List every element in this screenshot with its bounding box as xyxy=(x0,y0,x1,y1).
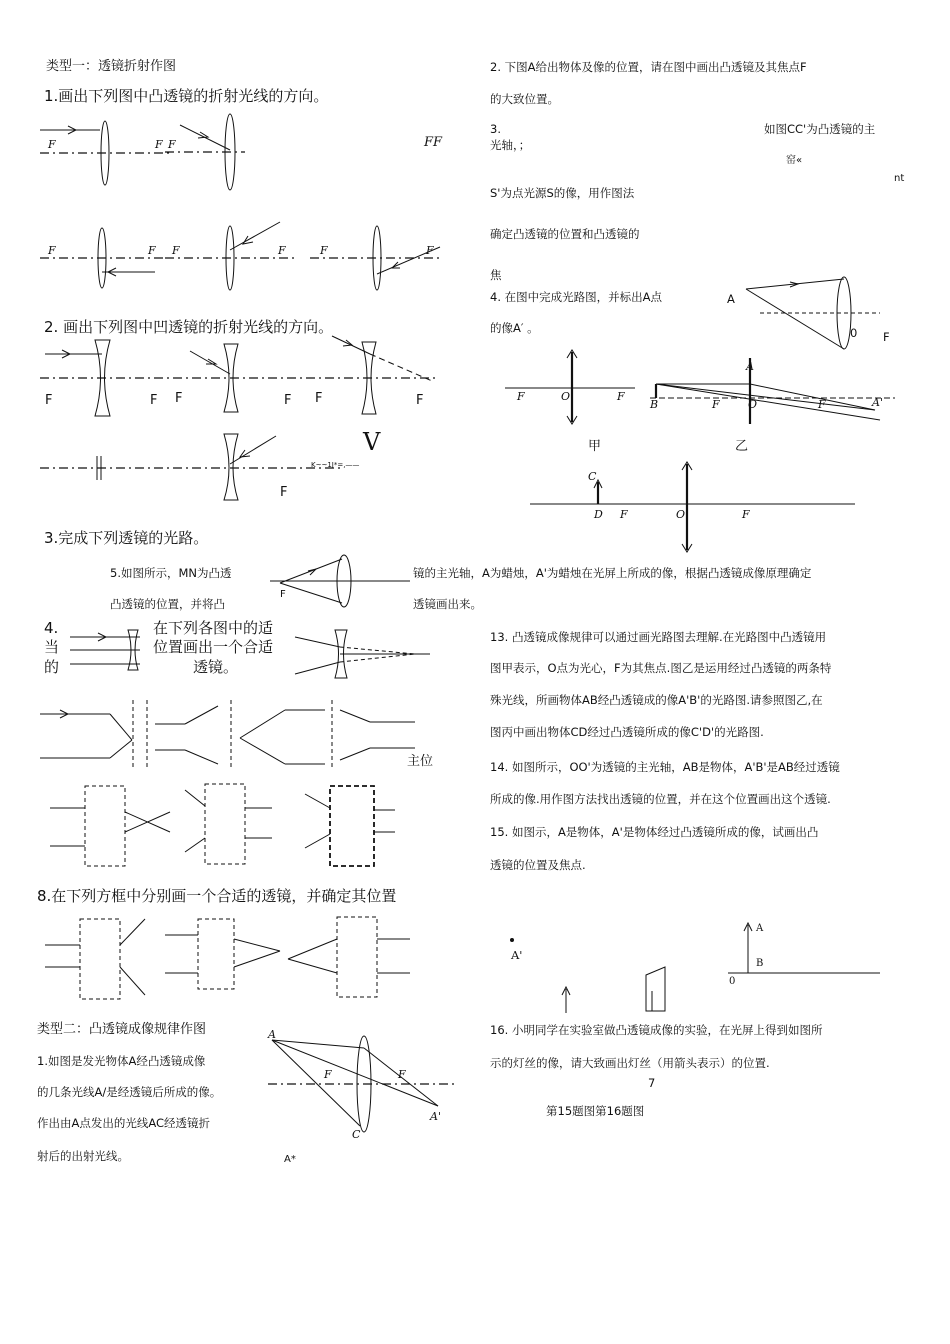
q14-label-b: B xyxy=(756,958,764,969)
svg-text:F: F xyxy=(280,485,288,500)
figure-caption: 第15题图第16题图 xyxy=(546,1104,645,1118)
q5-lens-figure xyxy=(270,555,420,615)
svg-text:F: F xyxy=(398,1068,406,1081)
svg-text:F: F xyxy=(617,390,625,403)
question-5-line1b: 镜的主光轴，A为蜡烛，A'为蜡烛在光屏上所成的像，根据凸透镜成像原理确定 xyxy=(413,566,812,580)
r-q4-label-a: A xyxy=(727,292,735,306)
svg-text:F: F xyxy=(517,390,525,403)
svg-text:F: F xyxy=(150,393,158,408)
r-q4-label-f: F xyxy=(883,330,890,344)
noise-text: K~~1J*=,—— xyxy=(311,461,360,469)
r-question-3-nt: nt xyxy=(894,173,905,184)
q1-figure-bottom xyxy=(40,222,460,302)
r-question-13-line1: 13. 凸透镜成像规律可以通过画光路图去理解.在光路图中凸透镜用 xyxy=(490,630,827,644)
fig-jia-label: 甲 xyxy=(588,439,602,454)
svg-text:A': A' xyxy=(872,396,883,409)
question-8-text: 8.在下列方框中分别画一个合适的透镜，并确定其位置 xyxy=(37,887,397,905)
type2-ray-diagram xyxy=(268,1028,468,1142)
svg-text:O: O xyxy=(561,390,571,403)
svg-text:C: C xyxy=(352,1128,361,1141)
r-q4-lens-figure xyxy=(740,275,890,355)
svg-text:F: F xyxy=(155,138,163,151)
svg-text:B: B xyxy=(650,398,659,411)
svg-text:F: F xyxy=(168,138,176,151)
r-question-3-num: 3. xyxy=(490,122,501,136)
r-question-3-line2: 光轴，； xyxy=(490,138,531,152)
svg-text:F: F xyxy=(742,508,750,521)
fig-jia-diagram xyxy=(505,350,645,425)
svg-text:F: F xyxy=(324,1068,332,1081)
svg-text:F: F xyxy=(284,393,292,408)
svg-text:F: F xyxy=(175,391,183,406)
type2-q1-line1: 1.如图是发光物体A经凸透镜成像 xyxy=(37,1054,206,1068)
v-label: V xyxy=(363,428,381,456)
q14-label-o: 0 xyxy=(729,976,736,987)
page-number: 7 xyxy=(648,1076,656,1090)
r-question-2-line1: 2. 下图A给出物体及像的位置，请在图中画出凸透镜及其焦点F xyxy=(490,60,807,74)
svg-text:A': A' xyxy=(430,1110,441,1123)
zhuwei-text: 主位 xyxy=(407,754,434,769)
question-4-dang: 当 xyxy=(44,638,60,656)
r-question-3-ku: 窑« xyxy=(786,155,803,166)
r-question-3-line5: 焦 xyxy=(490,268,502,282)
r-question-15-line2: 透镜的位置及焦点. xyxy=(490,858,586,872)
svg-text:F: F xyxy=(620,508,628,521)
r-question-4-line2: 的像A′ 。 xyxy=(490,321,539,335)
question-3-text: 3.完成下列透镜的光路。 xyxy=(44,529,209,547)
type1-heading: 类型一：透镜折射作图 xyxy=(46,59,177,74)
r-question-16-line2: 示的灯丝的像，请大致画出灯丝（用箭头表示）的位置. xyxy=(490,1056,770,1070)
type2-q1-line4: 射后的出射光线。 xyxy=(37,1149,129,1163)
svg-text:F: F xyxy=(426,244,434,257)
type2-q1-line2: 的几条光线A/是经透镜后所成的像。 xyxy=(37,1085,222,1099)
question-4-text1: 在下列各图中的适 xyxy=(153,619,274,637)
r-question-13-line4: 图丙中画出物体CD经过凸透镜所成的像C'D'的光路图. xyxy=(490,725,764,739)
svg-text:O: O xyxy=(748,398,758,411)
q4-box-diagrams xyxy=(50,782,400,872)
svg-text:D: D xyxy=(594,508,603,521)
r-question-14-line1: 14. 如图所示，OO'为透镜的主光轴，AB是物体，A'B'是AB经过透镜 xyxy=(490,760,840,774)
q2-figure-bottom xyxy=(40,432,360,502)
r-q4-label-o: 0 xyxy=(850,326,858,340)
r-question-13-line2: 图甲表示，O点为光心，F为其焦点.图乙是运用经过凸透镜的两条特 xyxy=(490,661,832,675)
question-2-text: 2. 画出下列图中凹透镜的折射光线的方向。 xyxy=(44,318,334,336)
question-5-line2b: 透镜画出来。 xyxy=(413,597,482,611)
svg-text:F: F xyxy=(818,398,826,411)
r-question-3-right: 如图CC'为凸透镜的主 xyxy=(764,122,876,136)
q2-figure-top xyxy=(40,336,440,426)
question-4-de: 的 xyxy=(44,658,60,676)
svg-text:A: A xyxy=(268,1028,276,1041)
svg-text:F: F xyxy=(48,138,56,151)
r-question-3-line4: 确定凸透镜的位置和凸透镜的 xyxy=(490,227,640,241)
svg-text:F: F xyxy=(45,393,53,408)
q4-lens-figures xyxy=(70,619,450,682)
r-question-14-line2: 所成的像.用作图方法找出透镜的位置，并在这个位置画出这个透镜. xyxy=(490,792,831,806)
fig-yi-diagram xyxy=(650,350,900,425)
ff-label: FF xyxy=(424,135,443,150)
question-4-text3: 透镜。 xyxy=(193,658,239,676)
svg-text:F: F xyxy=(712,398,720,411)
r-question-2-line2: 的大致位置。 xyxy=(490,92,559,106)
question-1-text: 1.画出下列图中凸透镜的折射光线的方向。 xyxy=(44,87,329,105)
q1-figure-top xyxy=(40,110,460,190)
question-5-line2a: 凸透镜的位置，并将凸 xyxy=(110,597,225,611)
a-star-label: A* xyxy=(284,1154,296,1165)
q15-q16-figures xyxy=(500,915,900,1015)
svg-text:A: A xyxy=(746,360,754,373)
r-question-15-line1: 15. 如图示，A是物体，A'是物体经过凸透镜所成的像，试画出凸 xyxy=(490,825,819,839)
svg-text:O: O xyxy=(676,508,686,521)
svg-text:F: F xyxy=(315,391,323,406)
question-4-text2: 位置画出一个合适 xyxy=(153,638,274,656)
type2-heading: 类型二：凸透镜成像规律作图 xyxy=(37,1022,207,1037)
question-4-num: 4. xyxy=(44,619,59,637)
question-5-line1a: 5.如图所示，MN为凸透 xyxy=(110,566,232,580)
type2-q1-line3: 作出由A点发出的光线AC经透镜折 xyxy=(37,1116,211,1130)
fig-bing-diagram xyxy=(530,462,860,552)
svg-text:F: F xyxy=(280,589,286,600)
svg-text:F: F xyxy=(172,244,180,257)
svg-text:F: F xyxy=(320,244,328,257)
r-question-3-line3: S'为点光源S的像，用作图法 xyxy=(490,186,635,200)
q8-box-diagrams xyxy=(40,915,420,1005)
r-question-16-line1: 16. 小明同学在实验室做凸透镜成像的实验，在光屏上得到如图所 xyxy=(490,1023,823,1037)
svg-text:F: F xyxy=(48,244,56,257)
r-question-4-line1: 4. 在图中完成光路图，并标出A点 xyxy=(490,290,662,304)
q14-label-a: A xyxy=(756,923,764,934)
fig-yi-label: 乙 xyxy=(735,439,749,454)
q4-path-diagrams xyxy=(40,700,440,770)
svg-text:F: F xyxy=(416,393,424,408)
svg-text:C: C xyxy=(588,470,597,483)
r-question-13-line3: 殊光线，所画物体AB经凸透镜成的像A'B'的光路图.请参照图乙,在 xyxy=(490,693,823,707)
svg-text:F: F xyxy=(278,244,286,257)
q15-label-a1: A' xyxy=(511,948,523,962)
svg-text:F: F xyxy=(148,244,156,257)
